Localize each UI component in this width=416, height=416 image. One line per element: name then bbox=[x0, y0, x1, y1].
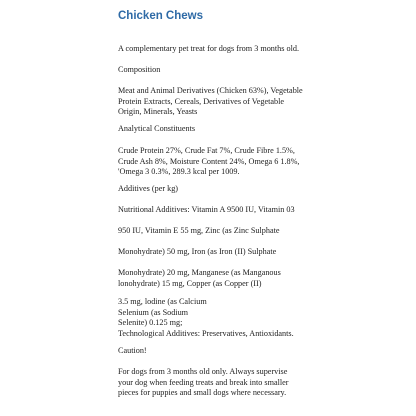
additives-heading: Additives (per kg) bbox=[118, 184, 179, 193]
iron-line: Monohydrate) 50 mg, Iron (as Iron (II) Sulphate bbox=[118, 247, 277, 256]
vitamin-zinc-line: 950 IU, Vitamin E 55 mg, Zinc (as Zinc Sulphate bbox=[118, 226, 280, 235]
nutritional-additives-line: Nutritional Additives: Vitamin A 9500 IU, Vitamin 03 bbox=[118, 205, 295, 214]
document-title: Chicken Chews bbox=[118, 10, 203, 22]
document-page bbox=[118, 0, 414, 416]
intro-paragraph: A complementary pet treat for dogs from 3 months old. bbox=[118, 44, 299, 53]
analytical-heading: Analytical Constituents bbox=[118, 124, 196, 133]
analytical-paragraph: Crude Protein 27%, Crude Fat 7%, Crude Fibre 1.5%, Crude Ash 8%, Moisture Content 24%, Omega 6 1.8%, 'Omega 3 0.3%, 289.3 kcal per 1009. bbox=[118, 146, 300, 177]
caution-heading: Caution! bbox=[118, 346, 147, 355]
composition-heading: Composition bbox=[118, 65, 161, 74]
manganese-copper-paragraph: Monohydrate) 20 mg, Manganese (as Manganous lonohydrate) 15 mg, Copper (as Copper (II) bbox=[118, 268, 281, 288]
iodine-selenium-paragraph: 3.5 mg, lodine (as Calcium Selenium (as Sodium Selenite) 0.125 mg; Technological Additives: Preservatives, Antioxidants. bbox=[118, 297, 294, 338]
composition-paragraph: Meat and Animal Derivatives (Chicken 63%), Vegetable Protein Extracts, Cereals, Derivatives of Vegetable Origin, Minerals, Yeasts bbox=[118, 86, 303, 117]
caution-paragraph: For dogs from 3 months old only. Always supervise your dog when feeding treats and break into smaller pieces for puppies and small dogs where necessary. bbox=[118, 367, 289, 398]
